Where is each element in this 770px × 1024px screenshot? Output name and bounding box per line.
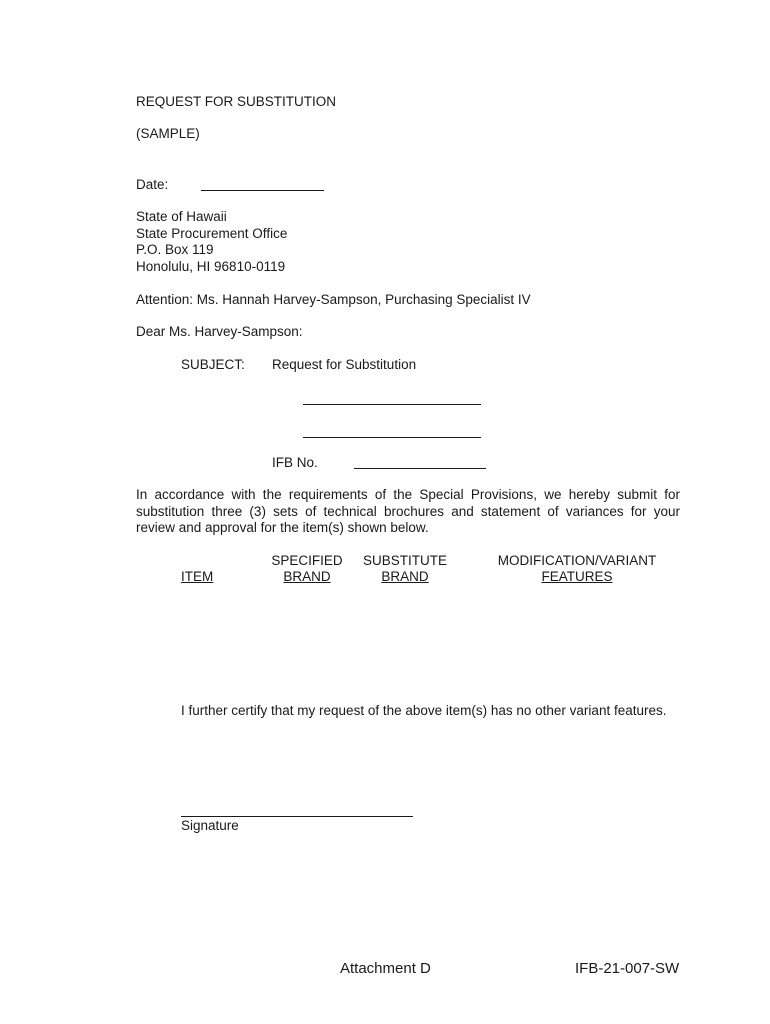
footer-attachment: Attachment D	[340, 960, 431, 977]
address-line: State of Hawaii	[136, 209, 227, 224]
header-specified-line2: BRAND	[283, 569, 331, 584]
subject-blank-line	[303, 437, 481, 438]
certification-statement: I further certify that my request of the above item(s) has no other variant features.	[181, 703, 667, 718]
header-substitute-line1: SUBSTITUTE	[362, 553, 447, 568]
address-line: Honolulu, HI 96810-0119	[136, 259, 286, 274]
address-line: State Procurement Office	[136, 226, 288, 241]
signature-blank-line	[181, 816, 413, 817]
ifb-label: IFB No.	[272, 455, 318, 470]
document-title: REQUEST FOR SUBSTITUTION	[136, 94, 337, 109]
subject-value: Request for Substitution	[272, 357, 417, 372]
footer-ifb-number: IFB-21-007-SW	[575, 960, 680, 977]
subject-label: SUBJECT:	[181, 357, 245, 372]
signature-label: Signature	[181, 818, 239, 833]
document-subtitle: (SAMPLE)	[136, 126, 200, 141]
address-line: P.O. Box 119	[136, 242, 214, 257]
body-paragraph: In accordance with the requirements of the Special Provisions, we hereby submit for substitution three (3) sets of technical brochures and statement of variances for your review and approval for the item(s) shown below.	[136, 487, 680, 536]
header-specified-line1: SPECIFIED	[271, 553, 343, 568]
subject-blank-line	[303, 404, 481, 405]
header-substitute-line2: BRAND	[381, 569, 429, 584]
header-modification-line1: MODIFICATION/VARIANT	[497, 553, 657, 568]
date-blank-line	[201, 190, 324, 191]
ifb-blank-line	[354, 468, 486, 469]
attention-line: Attention: Ms. Hannah Harvey-Sampson, Purchasing Specialist IV	[136, 292, 531, 307]
header-modification-line2: FEATURES	[541, 569, 613, 584]
header-item: ITEM	[181, 569, 214, 584]
date-label: Date:	[136, 177, 169, 192]
salutation: Dear Ms. Harvey-Sampson:	[136, 324, 303, 339]
